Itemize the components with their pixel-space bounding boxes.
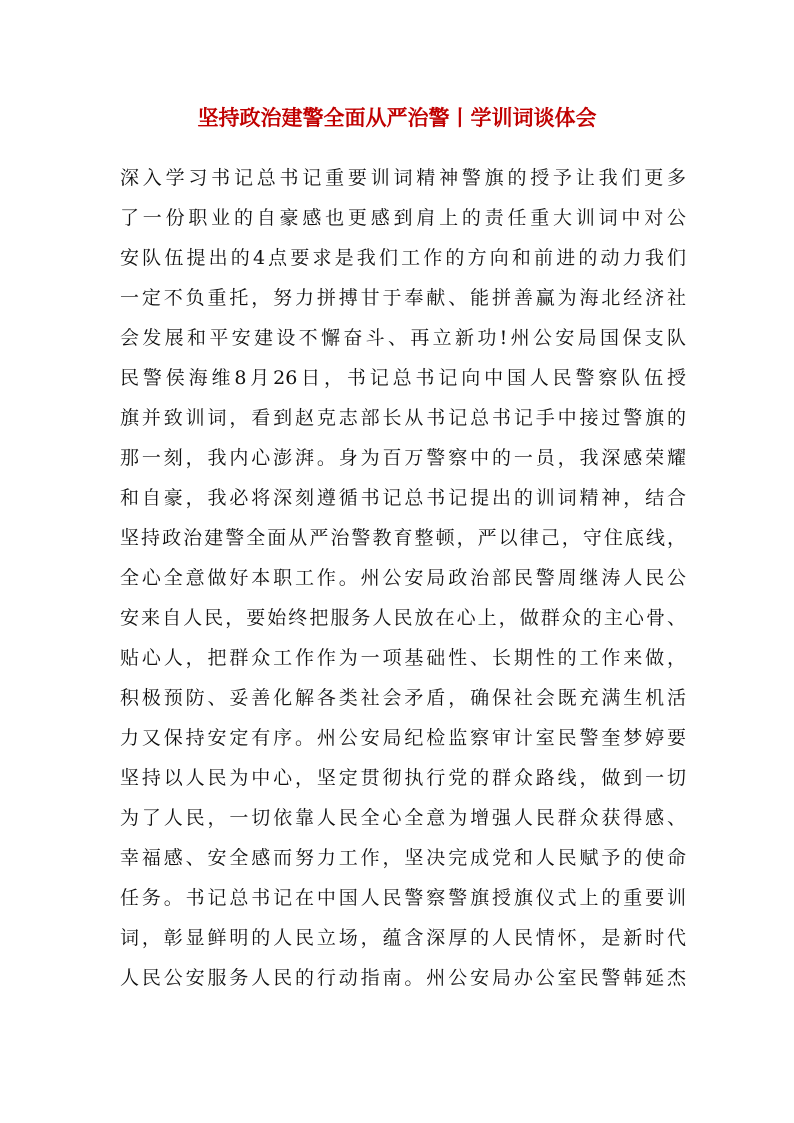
text-line: 安队伍提出的4点要求是我们工作的方向和前进的动力我们 [120,247,686,269]
text-line: 为了人民，一切依靠人民全心全意为增强人民群众获得感、 [120,807,686,829]
text-line: 积极预防、妥善化解各类社会矛盾，确保社会既充满生机活 [120,687,686,709]
text-line: 全心全意做好本职工作。州公安局政治部民警周继涛人民公 [120,567,686,589]
text-line: 会发展和平安建设不懈奋斗、再立新功!州公安局国保支队 [120,327,686,349]
text-line: 人民公安服务人民的行动指南。州公安局办公室民警韩延杰 [120,967,686,989]
text-line: 旗并致训词，看到赵克志部长从书记总书记手中接过警旗的 [120,407,686,429]
text-line: 深入学习书记总书记重要训词精神警旗的授予让我们更多 [120,167,686,189]
text-line: 任务。书记总书记在中国人民警察警旗授旗仪式上的重要训 [120,887,686,909]
text-line: 幸福感、安全感而努力工作，坚决完成党和人民赋予的使命 [120,847,686,869]
document-title: 坚持政治建警全面从严治警丨学训词谈体会 [197,105,597,130]
body-paragraph [120,158,686,998]
text-line: 贴心人，把群众工作作为一项基础性、长期性的工作来做， [120,647,686,669]
text-line: 安来自人民，要始终把服务人民放在心上，做群众的主心骨、 [120,607,686,629]
text-line: 一定不负重托，努力拼搏甘于奉献、能拼善赢为海北经济社 [120,287,686,309]
text-line: 词，彰显鲜明的人民立场，蕴含深厚的人民情怀，是新时代 [120,927,686,949]
text-line: 坚持以人民为中心，坚定贯彻执行党的群众路线，做到一切 [120,767,686,789]
text-line: 坚持政治建警全面从严治警教育整顿，严以律己，守住底线， [120,527,686,549]
text-line: 那一刻，我内心澎湃。身为百万警察中的一员，我深感荣耀 [120,447,686,469]
text-line: 和自豪，我必将深刻遵循书记总书记提出的训词精神，结合 [120,487,686,509]
text-line: 力又保持安定有序。州公安局纪检监察审计室民警奎梦婷要 [120,727,686,749]
text-line: 民警侯海维8月26日，书记总书记向中国人民警察队伍授 [120,367,686,389]
text-line: 了一份职业的自豪感也更感到肩上的责任重大训词中对公 [120,207,686,229]
